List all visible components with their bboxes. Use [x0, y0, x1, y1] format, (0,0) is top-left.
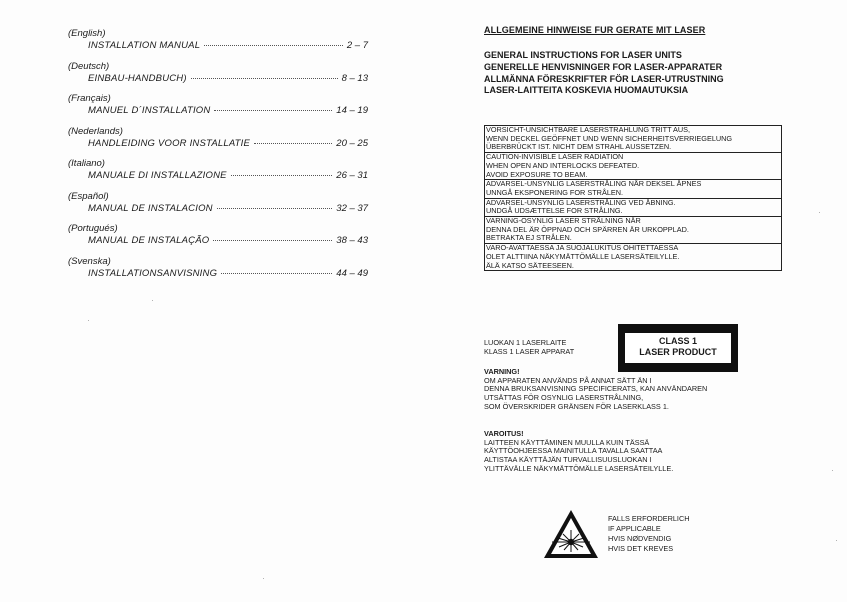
toc-entry — [68, 126, 378, 159]
toc-line — [88, 40, 368, 51]
hazard-note-line: IF APPLICABLE — [608, 524, 661, 533]
hazard-note-line: HVIS DET KREVES — [608, 544, 674, 553]
header-line: LASER-LAITTEITA KOSKEVIA HUOMAUTUKSIA — [484, 85, 689, 96]
class-1-laser-label — [618, 324, 738, 372]
toc-title: MANUALE DI INSTALLAZIONE — [88, 170, 227, 181]
toc-pages: 20 – 25 — [336, 137, 368, 149]
toc-entry — [68, 256, 378, 289]
toc-title: HANDLEIDING VOOR INSTALLATIE — [88, 137, 251, 149]
warning-line: ADVARSEL-UNSYNLIG LASERSTRÅLING VED ÅBNING. — [486, 197, 676, 207]
page-title: ALLGEMEINE HINWEISE FUR GERATE MIT LASER — [484, 25, 706, 35]
warning-line: VARO-AVATTAESSA JA SUOJALUKITUS OHITETTAESSA — [486, 243, 679, 253]
toc-title: EINBAU-HANDBUCH) — [88, 72, 187, 84]
warning-line: VARNING-OSYNLIG LASER STRÅLNING NÄR — [486, 216, 641, 226]
warning-line: DENNA DEL ÄR ÖPPNAD OCH SPÄRREN ÄR URKOPPLAD. — [486, 224, 689, 234]
toc-line — [88, 268, 368, 279]
toc-title: MANUEL D´INSTALLATION — [88, 105, 211, 116]
class-label-inner — [625, 333, 731, 363]
dot-leader — [217, 208, 333, 209]
toc-line — [88, 203, 368, 214]
varoitus-block — [484, 430, 673, 474]
header-line: ALLMÄNNA FÖRESKRIFTER FÖR LASER-UTRUSTNING — [484, 73, 724, 84]
warning-group-swedish — [485, 217, 781, 244]
toc-line — [88, 105, 368, 116]
luokan-line: LUOKAN 1 LASERLAITE — [484, 338, 567, 347]
toc-title: MANUAL DE INSTALACION — [88, 202, 213, 214]
varning-heading: VARNING! — [484, 367, 520, 376]
toc-language: (Svenska) — [68, 255, 111, 267]
toc-entry — [68, 93, 378, 126]
dot-leader — [191, 78, 338, 79]
right-page — [424, 0, 847, 602]
class-label-line: LASER PRODUCT — [639, 347, 717, 357]
toc-entry — [68, 28, 378, 61]
dot-leader — [231, 175, 333, 176]
warning-line: UNNGÅ EKSPONERING FOR STRÅLEN. — [486, 187, 624, 197]
toc-pages: 2 – 7 — [346, 40, 368, 51]
toc-language: (Portugués) — [68, 223, 118, 234]
warning-line: AVOID EXPOSURE TO BEAM. — [486, 169, 588, 179]
toc-pages: 32 – 37 — [336, 202, 368, 214]
toc-language: (Italiano) — [68, 158, 105, 169]
dot-leader — [221, 273, 332, 274]
warning-group-finnish — [485, 244, 781, 270]
varning-line: SOM ÖVERSKRIDER GRÄNSEN FÖR LASERKLASS 1. — [484, 401, 669, 411]
luokan-line: KLASS 1 LASER APPARAT — [484, 346, 575, 356]
toc-entry — [68, 223, 378, 256]
warning-line: OLET ALTTIINA NÄKYMÄTTÖMÄLLE LASERSÄTEILYLLE. — [486, 251, 680, 261]
toc-language: (Español) — [68, 190, 109, 202]
toc-language: (Français) — [68, 93, 111, 104]
hazard-note-line: HVIS NØDVENDIG — [608, 534, 672, 543]
warning-line: WHEN OPEN AND INTERLOCKS DEFEATED. — [486, 160, 640, 170]
varning-line: OM APPARATEN ANVÄNDS PÅ ANNAT SÄTT ÄN I — [484, 375, 652, 385]
toc-line — [88, 235, 368, 246]
table-of-contents — [68, 28, 378, 288]
warning-line: BETRAKTA EJ STRÅLEN. — [486, 233, 572, 243]
toc-pages: 44 – 49 — [336, 267, 368, 279]
instruction-headers — [484, 50, 724, 97]
toc-entry — [68, 158, 378, 191]
warning-line: VORSICHT-UNSICHTBARE LASERSTRAHLUNG TRITT AUS, — [486, 125, 691, 134]
toc-entry — [68, 61, 378, 94]
toc-line — [88, 73, 368, 84]
hazard-notes — [608, 514, 690, 554]
varoitus-heading: VAROITUS! — [484, 429, 524, 438]
warning-line: UNDGÅ UDSÆTTELSE FOR STRÅLING. — [486, 206, 623, 216]
varning-line: UTSÄTTAS FÖR OSYNLIG LASERSTRÅLNING, — [484, 393, 644, 403]
varoitus-line: YLITTÄVÄLLE NÄKYMÄTTÖMÄLLE LASERSÄTEILYLLE. — [484, 463, 674, 473]
left-page — [0, 0, 423, 602]
toc-line — [88, 138, 368, 149]
varoitus-line: KÄYTTÖOHJEESSA MAINITULLA TAVALLA SAATTAA — [484, 446, 663, 456]
warning-line: ADVARSEL-UNSYNLIG LASERSTRÅLING NÅR DEKSEL ÅPNES — [486, 179, 702, 189]
dot-leader — [204, 45, 343, 46]
warning-group-danish — [485, 199, 781, 217]
warning-group-norwegian — [485, 180, 781, 198]
toc-title: INSTALLATION MANUAL — [88, 40, 201, 51]
toc-title: MANUAL DE INSTALAÇÃO — [88, 235, 210, 246]
toc-language: (Deutsch) — [68, 60, 110, 72]
toc-title: INSTALLATIONSANVISNING — [88, 267, 218, 279]
varoitus-line: ALTISTAA KÄYTTÄJÄN TURVALLISUUSLUOKAN I — [484, 455, 652, 465]
dot-leader — [214, 110, 332, 111]
dot-leader — [213, 240, 332, 241]
dot-leader — [254, 143, 332, 144]
warning-line: CAUTION-INVISIBLE LASER RADIATION — [486, 152, 624, 162]
warning-group-german — [485, 126, 781, 153]
hazard-note-line: FALLS ERFORDERLICH — [608, 514, 690, 523]
varning-line: DENNA BRUKSANVISNING SPECIFICERATS, KAN ANVÄNDAREN — [484, 384, 708, 394]
class-label-line: CLASS 1 — [658, 336, 697, 346]
warning-group-english — [485, 153, 781, 180]
laser-warning-box — [484, 125, 782, 271]
toc-language: (Nederlands) — [68, 125, 123, 137]
warning-line: ÄLÄ KATSO SÄTEESEEN. — [486, 260, 574, 270]
varning-block — [484, 368, 707, 412]
header-line: GENERAL INSTRUCTIONS FOR LASER UNITS — [484, 50, 682, 60]
warning-line: ÜBERBRÜCKT IST. NICHT DEM STRAHL AUSSETZEN. — [486, 142, 672, 152]
laser-class-text — [484, 339, 574, 356]
toc-pages: 38 – 43 — [336, 235, 368, 246]
varoitus-line: LAITTEEN KÄYTTÄMINEN MUULLA KUIN TÄSSÄ — [484, 437, 650, 447]
toc-pages: 8 – 13 — [341, 72, 368, 84]
laser-hazard-icon — [542, 508, 600, 560]
toc-entry — [68, 191, 378, 224]
toc-line — [88, 170, 368, 181]
toc-pages: 26 – 31 — [336, 170, 368, 181]
warning-line: WENN DECKEL GEÖFFNET UND WENN SICHERHEITSVERRIEGELUNG — [486, 133, 733, 143]
toc-pages: 14 – 19 — [336, 105, 368, 116]
header-line: GENERELLE HENVISNINGER FOR LASER-APPARATER — [484, 61, 723, 72]
toc-language: (English) — [68, 28, 106, 39]
